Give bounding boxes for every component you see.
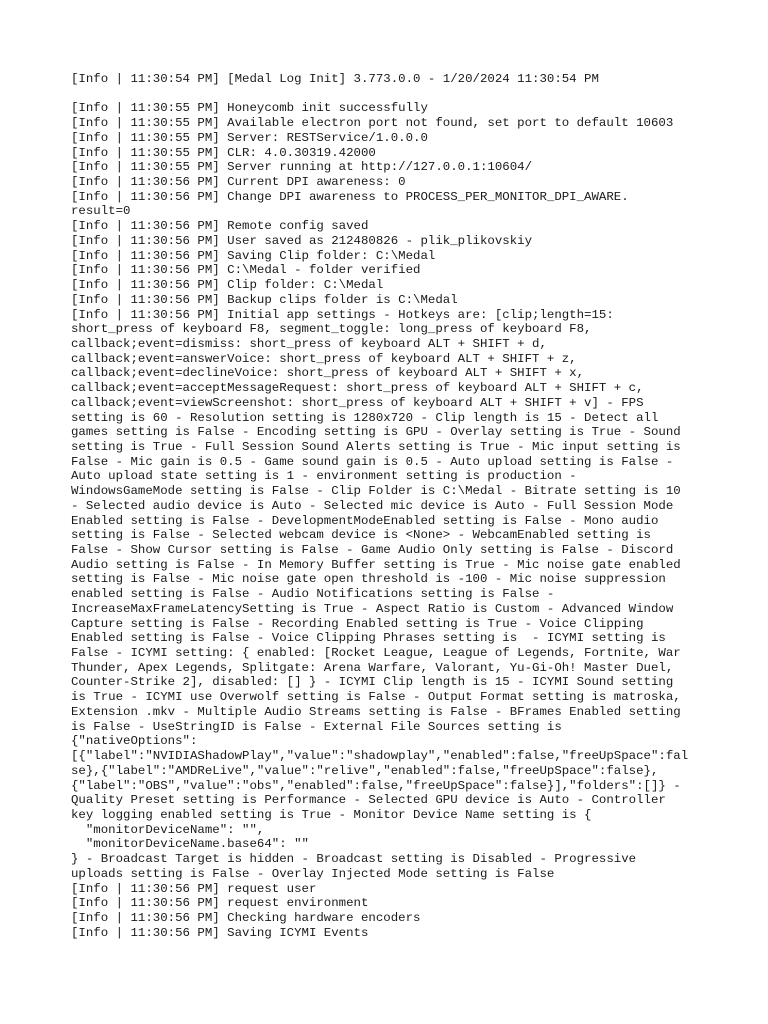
log-line: False - Mic gain is 0.5 - Game sound gain is 0.5 - Auto upload setting is False - (71, 454, 674, 469)
log-line: callback;event=answerVoice: short_press of keyboard ALT + SHIFT + z, (71, 351, 577, 366)
log-line: [Info | 11:30:55 PM] CLR: 4.0.30319.42000 (71, 145, 376, 160)
log-line (71, 87, 701, 102)
log-line: Enabled setting is False - DevelopmentModeEnabled setting is False - Mono audio (71, 513, 659, 528)
log-line: [Info | 11:30:56 PM] Backup clips folder is C:\Medal (71, 292, 458, 307)
log-line: key logging enabled setting is True - Monitor Device Name setting is { (71, 807, 592, 822)
log-line: callback;event=declineVoice: short_press of keyboard ALT + SHIFT + x, (71, 366, 585, 381)
log-line: [Info | 11:30:54 PM] [Medal Log Init] 3.773.0.0 - 1/20/2024 11:30:54 PM (71, 72, 599, 86)
log-line: Capture setting is False - Recording Enabled setting is True - Voice Clipping (71, 616, 644, 631)
log-line: "monitorDeviceName.base64": "" (71, 837, 309, 852)
log-line: [Info | 11:30:55 PM] Server: RESTService/1.0.0.0 (71, 130, 428, 145)
log-line: setting is False - Selected webcam device is <None> - WebcamEnabled setting is (71, 528, 651, 543)
log-line: Audio setting is False - In Memory Buffer setting is True - Mic noise gate enabled (71, 557, 681, 572)
log-line: [Info | 11:30:56 PM] request environment (71, 896, 369, 911)
log-line: Thunder, Apex Legends, Splitgate: Arena Warfare, Valorant, Yu-Gi-Oh! Master Duel, (71, 660, 674, 675)
log-line: Enabled setting is False - Voice Clipping Phrases setting is - ICYMI setting is (71, 631, 666, 646)
log-line: [Info | 11:30:55 PM] Honeycomb init successfully (71, 101, 428, 116)
log-line: False - Show Cursor setting is False - Game Audio Only setting is False - Discord (71, 543, 674, 557)
log-line: short_press of keyboard F8, segment_toggle: long_press of keyboard F8, (71, 322, 592, 337)
log-line: [Info | 11:30:56 PM] Remote config saved (71, 219, 369, 234)
log-line: [Info | 11:30:55 PM] Available electron port not found, set port to default 10603 (71, 116, 674, 131)
log-line: [Info | 11:30:56 PM] Checking hardware encoders (71, 910, 421, 925)
log-line: [Info | 11:30:56 PM] Change DPI awareness to PROCESS_PER_MONITOR_DPI_AWARE. (71, 189, 629, 204)
log-line: False - ICYMI setting: { enabled: [Rocket League, League of Legends, Fortnite, War (71, 646, 681, 661)
log-line: - Selected audio device is Auto - Selected mic device is Auto - Full Session Mode (71, 498, 674, 513)
log-line: "monitorDeviceName": "", (71, 822, 265, 837)
log-line: games setting is False - Encoding setting is GPU - Overlay setting is True - Sound (71, 425, 681, 440)
log-line: se},{"label":"AMDReLive","value":"relive","enabled":false,"freeUpSpace":false}, (71, 763, 659, 778)
log-line: callback;event=acceptMessageRequest: short_press of keyboard ALT + SHIFT + c, (71, 381, 644, 396)
log-line: [Info | 11:30:56 PM] Saving Clip folder: C:\Medal (71, 248, 436, 263)
log-line: {"nativeOptions": (71, 734, 198, 749)
log-line: [Info | 11:30:56 PM] Initial app settings - Hotkeys are: [clip;length=15: (71, 307, 614, 322)
log-line: WindowsGameMode setting is False - Clip Folder is C:\Medal - Bitrate setting is 10 (71, 484, 681, 499)
log-line: result=0 (71, 204, 131, 219)
log-line: Quality Preset setting is Performance - Selected GPU device is Auto - Controller (71, 793, 666, 808)
log-line: Counter-Strike 2], disabled: [] } - ICYMI Clip length is 15 - ICYMI Sound setting (71, 675, 674, 690)
log-line: callback;event=viewScreenshot: short_press of keyboard ALT + SHIFT + v] - FPS (71, 395, 644, 410)
log-line: setting is 60 - Resolution setting is 1280x720 - Clip length is 15 - Detect all (71, 410, 659, 425)
log-line: Extension .mkv - Multiple Audio Streams setting is False - BFrames Enabled setting (71, 704, 681, 719)
log-line: uploads setting is False - Overlay Injected Mode setting is False (71, 866, 555, 881)
log-line: {"label":"OBS","value":"obs","enabled":false,"freeUpSpace":false}],"folders":[]} - (71, 778, 681, 793)
log-line: [Info | 11:30:56 PM] Clip folder: C:\Medal (71, 278, 384, 293)
log-line: IncreaseMaxFrameLatencySetting is True - Aspect Ratio is Custom - Advanced Window (71, 601, 674, 616)
log-document (71, 72, 701, 940)
log-line: [Info | 11:30:56 PM] Current DPI awareness: 0 (71, 175, 406, 190)
log-line: [Info | 11:30:56 PM] request user (71, 881, 317, 896)
log-line: enabled setting is False - Audio Notifications setting is False - (71, 587, 555, 602)
log-line: setting is True - Full Session Sound Alerts setting is True - Mic input setting is (71, 439, 681, 454)
log-line: setting is False - Mic noise gate open threshold is -100 - Mic noise suppression (71, 572, 666, 587)
log-line: callback;event=dismiss: short_press of keyboard ALT + SHIFT + d, (71, 336, 547, 351)
log-line: [{"label":"NVIDIAShadowPlay","value":"shadowplay","enabled":false,"freeUpSpace":fal (71, 749, 689, 764)
log-line: is False - UseStringID is False - External File Sources setting is (71, 719, 562, 734)
log-line: is True - ICYMI use Overwolf setting is False - Output Format setting is matroska, (71, 690, 681, 705)
log-line: [Info | 11:30:55 PM] Server running at http://127.0.0.1:10604/ (71, 160, 533, 175)
log-line: } - Broadcast Target is hidden - Broadcast setting is Disabled - Progressive (71, 852, 637, 867)
log-line: [Info | 11:30:56 PM] User saved as 212480826 - plik_plikovskiy (71, 233, 533, 248)
log-line: [Info | 11:30:56 PM] Saving ICYMI Events (71, 925, 369, 940)
log-line: [Info | 11:30:56 PM] C:\Medal - folder verified (71, 263, 421, 278)
log-line: Auto upload state setting is 1 - environment setting is production - (71, 469, 577, 484)
